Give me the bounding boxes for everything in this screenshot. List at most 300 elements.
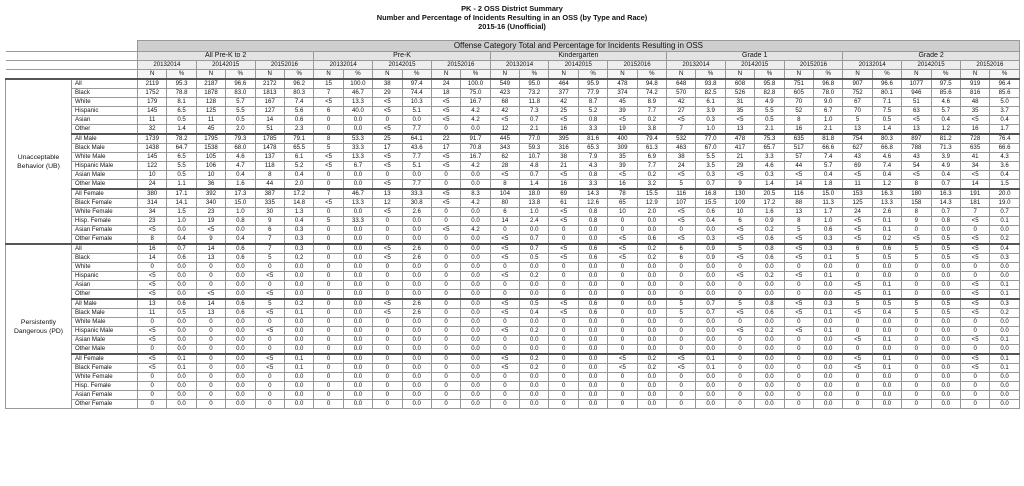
table-cell: 16 [784,125,813,135]
table-cell: 0.0 [578,281,607,290]
table-cell: 0 [608,309,637,318]
table-cell: <5 [373,98,402,107]
year-header: 20142015 [725,61,784,70]
table-cell: <5 [490,244,519,254]
table-cell: 14 [960,180,989,190]
table-cell: 0.2 [520,327,549,336]
table-cell: 0.0 [990,327,1020,336]
table-cell: 907 [843,79,872,89]
table-cell: 380 [138,189,167,199]
table-cell: 423 [490,89,519,98]
table-cell: 0.0 [461,373,490,382]
table-cell: 0.0 [226,327,255,336]
table-cell: <5 [960,254,989,263]
table-cell: 0 [960,373,989,382]
table-cell: 0.7 [931,208,960,217]
table-cell: 0.0 [284,391,313,400]
table-cell: 4.6 [872,153,901,162]
table-cell: <5 [373,125,402,135]
table-cell: 0.4 [990,244,1020,254]
table-row [6,309,1020,318]
table-cell: 3.7 [990,107,1020,116]
table-cell: 0.0 [226,263,255,272]
table-cell: 0.0 [167,391,196,400]
table-cell: 0 [314,208,343,217]
row-label: All Female [72,189,138,199]
table-row [6,125,1020,135]
table-cell: 0.0 [461,125,490,135]
table-cell: 0.5 [931,254,960,263]
table-cell: 94.8 [637,79,666,89]
table-cell: 0 [549,382,578,391]
table-cell: 5.5 [696,153,725,162]
table-cell: 0.0 [696,318,725,327]
table-cell: 16.3 [872,189,901,199]
table-cell: 0.0 [226,345,255,355]
table-cell: 5 [725,244,754,254]
table-cell: 5.5 [226,107,255,116]
table-cell: 752 [843,89,872,98]
table-cell: 0 [373,327,402,336]
table-cell: 85.6 [931,89,960,98]
table-cell: 78.8 [167,89,196,98]
table-cell: 0.0 [343,226,372,235]
table-cell: 2187 [196,79,225,89]
table-cell: 65.3 [578,144,607,153]
table-cell: 0.0 [696,226,725,235]
table-cell: 0 [431,125,460,135]
table-cell: 1.2 [872,180,901,190]
table-cell: 0 [373,345,402,355]
table-cell: 0.0 [402,391,431,400]
table-cell: <5 [373,107,402,116]
np-header: N [138,70,167,80]
table-cell: 0 [255,336,284,345]
table-cell: 78.0 [813,89,842,98]
table-cell: 526 [725,89,754,98]
table-cell: 0.6 [813,226,842,235]
row-label: Black Male [72,144,138,153]
table-cell: 0.0 [931,400,960,409]
table-cell: 15 [314,79,343,89]
table-cell: 95.8 [755,79,784,89]
table-cell: 0.1 [990,290,1020,300]
table-cell: 1.6 [755,208,784,217]
table-cell: 0.4 [696,217,725,226]
table-cell: <5 [960,244,989,254]
table-cell: 0.0 [696,281,725,290]
table-cell: 14 [490,217,519,226]
table-cell: 67 [843,98,872,107]
table-cell: 7.7 [402,153,431,162]
table-cell: <5 [431,153,460,162]
table-cell: 0.0 [461,336,490,345]
table-cell: 0 [608,345,637,355]
table-cell: 478 [725,134,754,144]
table-cell: 24 [667,162,696,171]
table-cell: <5 [431,226,460,235]
table-cell: 0 [373,382,402,391]
table-cell: <5 [843,309,872,318]
row-label: Black [72,254,138,263]
year-header: 20142015 [549,61,608,70]
np-header: N [902,70,931,80]
table-cell: 11 [196,116,225,125]
table-cell: 635 [960,144,989,153]
year-header: 20132014 [138,61,197,70]
table-cell: 0.0 [461,244,490,254]
table-cell: 0 [314,281,343,290]
table-cell: 0 [608,318,637,327]
table-cell: 0 [902,400,931,409]
table-cell: 0.0 [990,391,1020,400]
table-cell: 0 [196,318,225,327]
table-cell: 34 [138,208,167,217]
table-cell: 0.9 [696,254,725,263]
table-cell: 0 [843,272,872,281]
table-cell: 3.3 [578,180,607,190]
table-cell: 0.0 [755,354,784,364]
table-cell: 0.0 [637,318,666,327]
table-cell: 1.0 [813,217,842,226]
table-cell: 35 [725,107,754,116]
table-cell: 0.6 [167,254,196,263]
table-cell: <5 [608,171,637,180]
table-cell: 1.0 [813,116,842,125]
table-cell: 0.6 [755,309,784,318]
table-cell: 0 [196,272,225,281]
table-cell: 14.3 [578,189,607,199]
table-row [6,134,1020,144]
table-cell: <5 [138,272,167,281]
table-cell: 0 [725,364,754,373]
table-cell: 0.3 [755,171,784,180]
table-cell: 42 [549,98,578,107]
table-row [6,382,1020,391]
table-cell: 0 [784,345,813,355]
table-cell: 0.0 [343,373,372,382]
row-label: Hispanic [72,272,138,281]
table-cell: 63 [902,107,931,116]
table-cell: 517 [784,144,813,153]
table-cell: 85.6 [990,89,1020,98]
table-cell: 6.7 [813,107,842,116]
table-cell: 3.5 [696,162,725,171]
table-cell: 532 [667,134,696,144]
table-cell: 0.7 [990,208,1020,217]
table-cell: 16 [549,180,578,190]
table-cell: 0.1 [813,254,842,263]
report-subtitle: Number and Percentage of Incidents Resulting in an OSS (by Type and Race) [376,13,648,22]
table-cell: 41 [960,153,989,162]
np-header: % [931,70,960,80]
table-cell: 0.0 [813,354,842,364]
table-cell: <5 [608,354,637,364]
table-cell: 29 [373,89,402,98]
table-cell: 4.9 [755,98,784,107]
year-header: 20152016 [255,61,314,70]
table-cell: 1478 [255,144,284,153]
table-cell: 0.0 [343,235,372,245]
table-cell: 2.3 [284,125,313,135]
table-cell: 0.0 [578,336,607,345]
table-cell: 0.3 [990,299,1020,309]
table-cell: 0.5 [872,116,901,125]
table-cell: 0.0 [167,281,196,290]
row-label: Asian Female [72,226,138,235]
table-cell: 0 [608,373,637,382]
table-row [6,180,1020,190]
table-cell: 0.8 [931,217,960,226]
table-cell: 0 [373,391,402,400]
table-cell: 0 [314,226,343,235]
table-cell: 13 [725,125,754,135]
np-header: N [843,70,872,80]
table-cell: <5 [960,290,989,300]
table-cell: 104 [490,189,519,199]
table-cell: 52 [784,107,813,116]
table-cell: 0 [667,345,696,355]
table-cell: 0.5 [520,299,549,309]
table-cell: 0 [431,254,460,263]
table-cell: <5 [314,98,343,107]
table-cell: 0.0 [461,290,490,300]
table-cell: 48 [960,98,989,107]
year-header: 20152016 [431,61,490,70]
table-cell: 0 [314,299,343,309]
table-cell: 788 [902,144,931,153]
table-cell: 0.0 [226,281,255,290]
table-cell: 0 [549,281,578,290]
table-cell: 0.0 [461,171,490,180]
table-cell: 0 [431,263,460,272]
table-cell: 0 [784,373,813,382]
table-cell: 39 [608,162,637,171]
table-cell: 0.0 [990,373,1020,382]
row-label: Black Female [72,364,138,373]
table-cell: 5 [725,299,754,309]
table-cell: 3.6 [990,162,1020,171]
table-cell: 0.0 [343,272,372,281]
table-cell: 12 [373,199,402,208]
table-cell: 7.4 [872,162,901,171]
np-header: N [784,70,813,80]
table-cell: 0 [608,400,637,409]
table-cell: 0.0 [578,235,607,245]
table-cell: 728 [960,134,989,144]
table-cell: 0 [784,263,813,272]
table-cell: 309 [608,144,637,153]
table-cell: 4.6 [755,162,784,171]
table-cell: 6 [725,217,754,226]
table-cell: <5 [784,327,813,336]
table-cell: 0.0 [931,354,960,364]
table-cell: 0.0 [637,263,666,272]
table-cell: 0 [960,400,989,409]
table-cell: 1438 [138,144,167,153]
table-cell: <5 [667,217,696,226]
table-cell: 5.2 [284,162,313,171]
table-cell: 0.0 [402,318,431,327]
table-cell: 0.4 [872,309,901,318]
table-cell: <5 [549,254,578,263]
table-cell: 0 [843,391,872,400]
table-cell: <5 [843,217,872,226]
table-row [6,162,1020,171]
table-cell: 4.9 [931,162,960,171]
table-cell: 1.6 [226,180,255,190]
table-cell: 0 [902,336,931,345]
table-cell: 0 [843,263,872,272]
year-header: 20132014 [667,61,726,70]
table-cell: 1878 [196,89,225,98]
table-cell: 0.0 [461,180,490,190]
table-cell: 0.1 [872,226,901,235]
table-cell: 0.0 [813,281,842,290]
row-label: Hispanic Male [72,327,138,336]
table-cell: <5 [549,116,578,125]
row-label: Hispanic [72,107,138,116]
table-cell: 64.1 [402,134,431,144]
table-cell: 5.1 [402,162,431,171]
table-cell: 8 [784,217,813,226]
table-cell: 0.0 [402,373,431,382]
table-cell: 38 [549,153,578,162]
table-row [6,354,1020,364]
table-cell: 0 [314,125,343,135]
year-header: 20142015 [902,61,961,70]
table-cell: 1813 [255,89,284,98]
table-cell: 0.0 [637,373,666,382]
table-cell: 0 [373,364,402,373]
table-cell: 66.6 [990,144,1020,153]
table-cell: <5 [725,116,754,125]
table-cell: 0.0 [696,400,725,409]
table-cell: 0.6 [226,244,255,254]
table-cell: 0.7 [520,235,549,245]
table-cell: 0.0 [696,391,725,400]
table-cell: 3.3 [578,125,607,135]
np-header: % [637,70,666,80]
table-cell: 1.0 [696,125,725,135]
table-cell: 93.8 [696,79,725,89]
table-cell: 1.1 [167,180,196,190]
table-cell: <5 [725,171,754,180]
table-cell: 59.3 [520,144,549,153]
table-cell: 54 [902,162,931,171]
table-cell: 3.3 [755,153,784,162]
table-cell: 14 [196,299,225,309]
table-cell: 0.3 [696,116,725,125]
year-header: 20132014 [490,61,549,70]
main-header: Offense Category Total and Percentage for Incidents Resulting in OSS [138,41,1020,52]
table-cell: 0.1 [284,354,313,364]
table-cell: 374 [608,89,637,98]
table-cell: 0.1 [990,364,1020,373]
table-cell: 5.5 [167,162,196,171]
table-cell: 0.0 [520,400,549,409]
table-cell: 19 [196,217,225,226]
table-cell: 0.0 [343,171,372,180]
table-cell: 5.7 [931,107,960,116]
table-cell: 12.9 [637,199,666,208]
table-cell: 30 [255,208,284,217]
table-cell: <5 [549,217,578,226]
table-cell: 0 [196,345,225,355]
table-cell: 0.0 [167,327,196,336]
table-cell: 2.1 [755,125,784,135]
table-cell: <5 [843,281,872,290]
table-cell: 145 [138,153,167,162]
table-cell: 0.2 [637,364,666,373]
table-cell: 0 [490,263,519,272]
table-cell: <5 [490,254,519,263]
table-cell: 0.1 [872,336,901,345]
table-cell: 1538 [196,144,225,153]
table-cell: <5 [549,208,578,217]
table-cell: 0 [608,391,637,400]
table-cell: 0.0 [872,391,901,400]
table-cell: 9.0 [813,98,842,107]
table-cell: 0 [902,364,931,373]
table-cell: 0.0 [637,382,666,391]
table-cell: <5 [902,116,931,125]
table-cell: 5.7 [226,98,255,107]
table-cell: 125 [196,107,225,116]
table-cell: 68.0 [226,144,255,153]
table-cell: <5 [490,116,519,125]
table-cell: 42 [667,98,696,107]
table-cell: 897 [902,134,931,144]
table-cell: 6.1 [284,153,313,162]
oss-summary-table [5,40,1020,409]
table-cell: 0.0 [520,290,549,300]
table-cell: 0.0 [637,226,666,235]
table-cell: 0.0 [578,272,607,281]
table-cell: 0.0 [813,391,842,400]
table-cell: 35 [960,107,989,116]
table-cell: 0 [431,180,460,190]
table-cell: <5 [960,354,989,364]
table-cell: 0.0 [461,281,490,290]
table-cell: 127 [255,107,284,116]
table-cell: <5 [667,354,696,364]
table-cell: 61.3 [637,144,666,153]
np-header: N [255,70,284,80]
table-cell: 0.0 [343,382,372,391]
table-cell: 8 [314,134,343,144]
table-cell: 0 [549,272,578,281]
table-cell: 14 [138,254,167,263]
table-cell: 0 [431,235,460,245]
table-cell: 0.4 [990,171,1020,180]
table-row [6,345,1020,355]
table-cell: 0 [431,364,460,373]
table-cell: 0 [431,354,460,364]
table-cell: 0 [314,263,343,272]
table-cell: 17.2 [755,199,784,208]
table-cell: <5 [725,254,754,263]
table-cell: 0 [549,345,578,355]
table-cell: 0.0 [520,318,549,327]
table-cell: 0.0 [755,263,784,272]
table-cell: 5.2 [578,107,607,116]
table-cell: 0 [608,382,637,391]
table-cell: 0.0 [637,281,666,290]
table-cell: 13.3 [343,153,372,162]
table-cell: 0.5 [226,116,255,125]
table-cell: 0.6 [637,235,666,245]
